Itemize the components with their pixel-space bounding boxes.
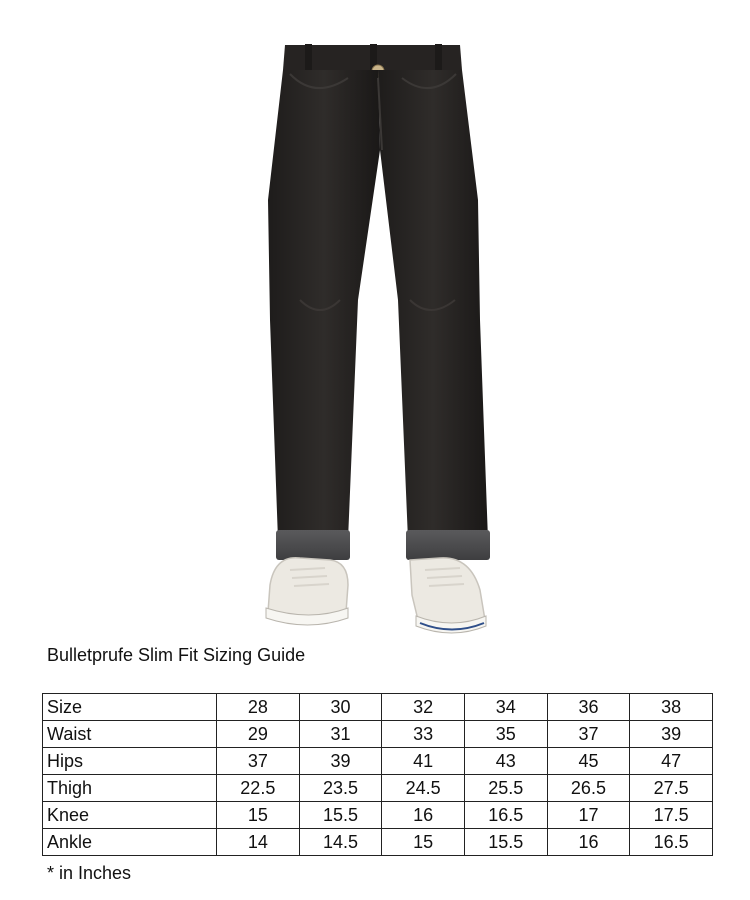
table-cell: 43: [464, 748, 547, 775]
table-cell: 30: [299, 694, 382, 721]
row-label: Thigh: [43, 775, 217, 802]
table-cell: 41: [382, 748, 465, 775]
sizing-table: [42, 693, 713, 856]
table-cell: 15.5: [299, 802, 382, 829]
table-row-ankle: [43, 829, 713, 856]
table-cell: 24.5: [382, 775, 465, 802]
table-cell: 35: [464, 721, 547, 748]
table-cell: 33: [382, 721, 465, 748]
table-row-waist: [43, 721, 713, 748]
table-cell: 45: [547, 748, 630, 775]
table-row-size: [43, 694, 713, 721]
table-cell: 38: [630, 694, 713, 721]
table-cell: 16.5: [630, 829, 713, 856]
units-footnote: * in Inches: [47, 863, 132, 883]
table-cell: 15.5: [464, 829, 547, 856]
table-cell: 23.5: [299, 775, 382, 802]
table-cell: 27.5: [630, 775, 713, 802]
table-cell: 47: [630, 748, 713, 775]
product-image: [230, 0, 520, 640]
table-cell: 36: [547, 694, 630, 721]
row-label: Ankle: [43, 829, 217, 856]
row-label: Knee: [43, 802, 217, 829]
table-cell: 14: [217, 829, 300, 856]
table-cell: 15: [382, 829, 465, 856]
table-cell: 16.5: [464, 802, 547, 829]
table-cell: 15: [217, 802, 300, 829]
table-cell: 22.5: [217, 775, 300, 802]
table-cell: 25.5: [464, 775, 547, 802]
table-cell: 16: [382, 802, 465, 829]
table-cell: 26.5: [547, 775, 630, 802]
row-label: Size: [43, 694, 217, 721]
table-cell: 17.5: [630, 802, 713, 829]
table-cell: 32: [382, 694, 465, 721]
table-row-hips: [43, 748, 713, 775]
table-row-knee: [43, 802, 713, 829]
table-cell: 17: [547, 802, 630, 829]
table-cell: 29: [217, 721, 300, 748]
table-cell: 37: [547, 721, 630, 748]
table-cell: 16: [547, 829, 630, 856]
table-cell: 28: [217, 694, 300, 721]
row-label: Hips: [43, 748, 217, 775]
table-cell: 31: [299, 721, 382, 748]
table-cell: 34: [464, 694, 547, 721]
sizing-guide-title: Bulletprufe Slim Fit Sizing Guide: [47, 645, 306, 665]
row-label: Waist: [43, 721, 217, 748]
table-cell: 39: [299, 748, 382, 775]
table-row-thigh: [43, 775, 713, 802]
table-cell: 14.5: [299, 829, 382, 856]
jeans-illustration: [230, 0, 520, 640]
table-cell: 39: [630, 721, 713, 748]
table-cell: 37: [217, 748, 300, 775]
